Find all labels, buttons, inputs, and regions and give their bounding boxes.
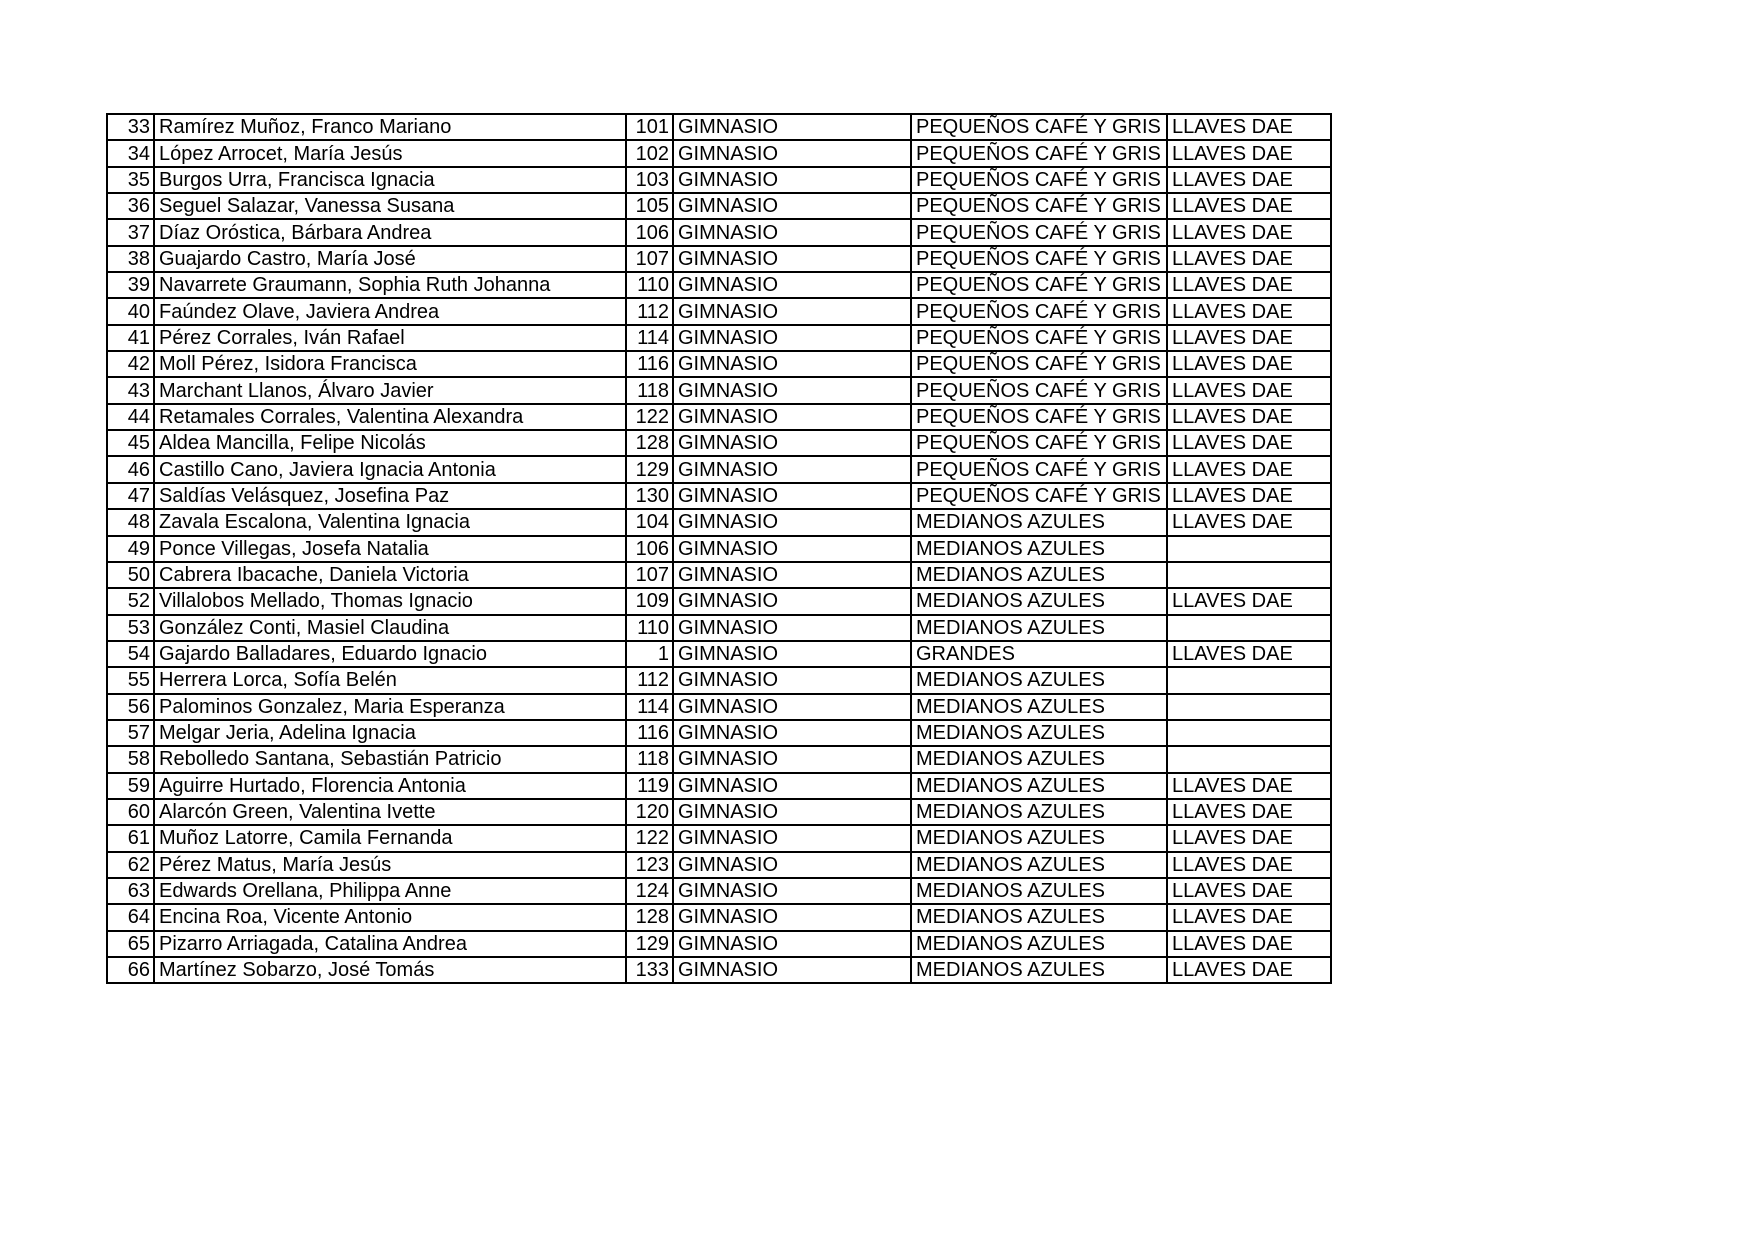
- location-cell: GIMNASIO: [673, 509, 911, 535]
- locker-size-cell: MEDIANOS AZULES: [911, 720, 1167, 746]
- location-cell: GIMNASIO: [673, 325, 911, 351]
- locker-number-cell: 101: [626, 114, 673, 140]
- locker-size-cell: GRANDES: [911, 641, 1167, 667]
- location-cell: GIMNASIO: [673, 272, 911, 298]
- location-cell: GIMNASIO: [673, 193, 911, 219]
- locker-size-cell: MEDIANOS AZULES: [911, 509, 1167, 535]
- locker-number-cell: 128: [626, 430, 673, 456]
- table-row: [107, 219, 1331, 245]
- keys-cell: [1167, 694, 1331, 720]
- row-number-cell: 37: [107, 219, 154, 245]
- table-row: [107, 246, 1331, 272]
- table-row: [107, 562, 1331, 588]
- locker-size-cell: PEQUEÑOS CAFÉ Y GRIS: [911, 140, 1167, 166]
- locker-number-cell: 110: [626, 272, 673, 298]
- location-cell: GIMNASIO: [673, 667, 911, 693]
- locker-size-cell: MEDIANOS AZULES: [911, 588, 1167, 614]
- location-cell: GIMNASIO: [673, 114, 911, 140]
- location-cell: GIMNASIO: [673, 957, 911, 983]
- locker-number-cell: 124: [626, 878, 673, 904]
- keys-cell: [1167, 667, 1331, 693]
- student-name-cell: Gajardo Balladares, Eduardo Ignacio: [154, 641, 626, 667]
- student-name-cell: Saldías Velásquez, Josefina Paz: [154, 483, 626, 509]
- keys-cell: LLAVES DAE: [1167, 852, 1331, 878]
- location-cell: GIMNASIO: [673, 615, 911, 641]
- student-name-cell: Herrera Lorca, Sofía Belén: [154, 667, 626, 693]
- locker-number-cell: 130: [626, 483, 673, 509]
- locker-size-cell: PEQUEÑOS CAFÉ Y GRIS: [911, 298, 1167, 324]
- keys-cell: LLAVES DAE: [1167, 219, 1331, 245]
- locker-size-cell: MEDIANOS AZULES: [911, 825, 1167, 851]
- student-name-cell: Burgos Urra, Francisca Ignacia: [154, 167, 626, 193]
- keys-cell: LLAVES DAE: [1167, 878, 1331, 904]
- keys-cell: LLAVES DAE: [1167, 377, 1331, 403]
- student-name-cell: Palominos Gonzalez, Maria Esperanza: [154, 694, 626, 720]
- locker-size-cell: MEDIANOS AZULES: [911, 667, 1167, 693]
- locker-size-cell: MEDIANOS AZULES: [911, 562, 1167, 588]
- locker-number-cell: 105: [626, 193, 673, 219]
- locker-number-cell: 106: [626, 219, 673, 245]
- locker-number-cell: 110: [626, 615, 673, 641]
- locker-size-cell: PEQUEÑOS CAFÉ Y GRIS: [911, 430, 1167, 456]
- locker-size-cell: PEQUEÑOS CAFÉ Y GRIS: [911, 167, 1167, 193]
- location-cell: GIMNASIO: [673, 799, 911, 825]
- row-number-cell: 42: [107, 351, 154, 377]
- locker-size-cell: PEQUEÑOS CAFÉ Y GRIS: [911, 325, 1167, 351]
- keys-cell: LLAVES DAE: [1167, 193, 1331, 219]
- locker-number-cell: 116: [626, 351, 673, 377]
- table-row: [107, 325, 1331, 351]
- table-body: [107, 114, 1331, 983]
- locker-number-cell: 112: [626, 667, 673, 693]
- table-row: [107, 799, 1331, 825]
- table-row: [107, 536, 1331, 562]
- student-name-cell: Aguirre Hurtado, Florencia Antonia: [154, 773, 626, 799]
- student-name-cell: Villalobos Mellado, Thomas Ignacio: [154, 588, 626, 614]
- student-name-cell: Faúndez Olave, Javiera Andrea: [154, 298, 626, 324]
- row-number-cell: 65: [107, 931, 154, 957]
- table-row: [107, 694, 1331, 720]
- location-cell: GIMNASIO: [673, 536, 911, 562]
- locker-number-cell: 106: [626, 536, 673, 562]
- row-number-cell: 66: [107, 957, 154, 983]
- locker-number-cell: 112: [626, 298, 673, 324]
- row-number-cell: 60: [107, 799, 154, 825]
- location-cell: GIMNASIO: [673, 351, 911, 377]
- table-row: [107, 720, 1331, 746]
- row-number-cell: 50: [107, 562, 154, 588]
- keys-cell: LLAVES DAE: [1167, 799, 1331, 825]
- table-row: [107, 904, 1331, 930]
- table-row: [107, 377, 1331, 403]
- locker-number-cell: 1: [626, 641, 673, 667]
- student-name-cell: Zavala Escalona, Valentina Ignacia: [154, 509, 626, 535]
- table-row: [107, 878, 1331, 904]
- row-number-cell: 61: [107, 825, 154, 851]
- keys-cell: [1167, 562, 1331, 588]
- location-cell: GIMNASIO: [673, 562, 911, 588]
- locker-size-cell: PEQUEÑOS CAFÉ Y GRIS: [911, 456, 1167, 482]
- location-cell: GIMNASIO: [673, 246, 911, 272]
- locker-size-cell: PEQUEÑOS CAFÉ Y GRIS: [911, 246, 1167, 272]
- row-number-cell: 59: [107, 773, 154, 799]
- row-number-cell: 52: [107, 588, 154, 614]
- student-name-cell: Castillo Cano, Javiera Ignacia Antonia: [154, 456, 626, 482]
- locker-size-cell: PEQUEÑOS CAFÉ Y GRIS: [911, 219, 1167, 245]
- location-cell: GIMNASIO: [673, 904, 911, 930]
- keys-cell: LLAVES DAE: [1167, 114, 1331, 140]
- location-cell: GIMNASIO: [673, 720, 911, 746]
- table-row: [107, 509, 1331, 535]
- row-number-cell: 35: [107, 167, 154, 193]
- row-number-cell: 55: [107, 667, 154, 693]
- student-name-cell: González Conti, Masiel Claudina: [154, 615, 626, 641]
- student-name-cell: Cabrera Ibacache, Daniela Victoria: [154, 562, 626, 588]
- locker-size-cell: PEQUEÑOS CAFÉ Y GRIS: [911, 193, 1167, 219]
- locker-size-cell: PEQUEÑOS CAFÉ Y GRIS: [911, 404, 1167, 430]
- student-name-cell: Muñoz Latorre, Camila Fernanda: [154, 825, 626, 851]
- table-row: [107, 773, 1331, 799]
- student-name-cell: Melgar Jeria, Adelina Ignacia: [154, 720, 626, 746]
- location-cell: GIMNASIO: [673, 878, 911, 904]
- table-row: [107, 114, 1331, 140]
- keys-cell: LLAVES DAE: [1167, 509, 1331, 535]
- keys-cell: LLAVES DAE: [1167, 430, 1331, 456]
- locker-number-cell: 118: [626, 377, 673, 403]
- keys-cell: LLAVES DAE: [1167, 904, 1331, 930]
- location-cell: GIMNASIO: [673, 456, 911, 482]
- table-row: [107, 351, 1331, 377]
- student-name-cell: Guajardo Castro, María José: [154, 246, 626, 272]
- keys-cell: LLAVES DAE: [1167, 641, 1331, 667]
- row-number-cell: 62: [107, 852, 154, 878]
- table-row: [107, 456, 1331, 482]
- locker-size-cell: PEQUEÑOS CAFÉ Y GRIS: [911, 114, 1167, 140]
- locker-number-cell: 102: [626, 140, 673, 166]
- keys-cell: LLAVES DAE: [1167, 167, 1331, 193]
- locker-size-cell: MEDIANOS AZULES: [911, 904, 1167, 930]
- locker-number-cell: 107: [626, 562, 673, 588]
- student-name-cell: Retamales Corrales, Valentina Alexandra: [154, 404, 626, 430]
- keys-cell: LLAVES DAE: [1167, 325, 1331, 351]
- location-cell: GIMNASIO: [673, 430, 911, 456]
- keys-cell: LLAVES DAE: [1167, 272, 1331, 298]
- student-name-cell: Pérez Matus, María Jesús: [154, 852, 626, 878]
- locker-size-cell: PEQUEÑOS CAFÉ Y GRIS: [911, 272, 1167, 298]
- student-name-cell: Moll Pérez, Isidora Francisca: [154, 351, 626, 377]
- table-row: [107, 193, 1331, 219]
- location-cell: GIMNASIO: [673, 773, 911, 799]
- locker-number-cell: 107: [626, 246, 673, 272]
- row-number-cell: 44: [107, 404, 154, 430]
- table-row: [107, 483, 1331, 509]
- locker-number-cell: 103: [626, 167, 673, 193]
- student-name-cell: Marchant Llanos, Álvaro Javier: [154, 377, 626, 403]
- table-row: [107, 615, 1331, 641]
- student-name-cell: Martínez Sobarzo, José Tomás: [154, 957, 626, 983]
- keys-cell: LLAVES DAE: [1167, 246, 1331, 272]
- location-cell: GIMNASIO: [673, 483, 911, 509]
- locker-number-cell: 128: [626, 904, 673, 930]
- location-cell: GIMNASIO: [673, 404, 911, 430]
- location-cell: GIMNASIO: [673, 140, 911, 166]
- location-cell: GIMNASIO: [673, 694, 911, 720]
- location-cell: GIMNASIO: [673, 931, 911, 957]
- keys-cell: [1167, 720, 1331, 746]
- locker-size-cell: MEDIANOS AZULES: [911, 799, 1167, 825]
- keys-cell: LLAVES DAE: [1167, 957, 1331, 983]
- row-number-cell: 36: [107, 193, 154, 219]
- row-number-cell: 46: [107, 456, 154, 482]
- location-cell: GIMNASIO: [673, 746, 911, 772]
- student-name-cell: López Arrocet, María Jesús: [154, 140, 626, 166]
- location-cell: GIMNASIO: [673, 167, 911, 193]
- row-number-cell: 53: [107, 615, 154, 641]
- keys-cell: LLAVES DAE: [1167, 588, 1331, 614]
- locker-number-cell: 133: [626, 957, 673, 983]
- location-cell: GIMNASIO: [673, 219, 911, 245]
- row-number-cell: 43: [107, 377, 154, 403]
- student-name-cell: Rebolledo Santana, Sebastián Patricio: [154, 746, 626, 772]
- locker-number-cell: 104: [626, 509, 673, 535]
- locker-number-cell: 122: [626, 825, 673, 851]
- row-number-cell: 38: [107, 246, 154, 272]
- row-number-cell: 56: [107, 694, 154, 720]
- student-name-cell: Ponce Villegas, Josefa Natalia: [154, 536, 626, 562]
- row-number-cell: 57: [107, 720, 154, 746]
- table-row: [107, 140, 1331, 166]
- row-number-cell: 41: [107, 325, 154, 351]
- locker-size-cell: PEQUEÑOS CAFÉ Y GRIS: [911, 483, 1167, 509]
- keys-cell: LLAVES DAE: [1167, 773, 1331, 799]
- locker-number-cell: 119: [626, 773, 673, 799]
- location-cell: GIMNASIO: [673, 641, 911, 667]
- student-name-cell: Encina Roa, Vicente Antonio: [154, 904, 626, 930]
- row-number-cell: 33: [107, 114, 154, 140]
- keys-cell: LLAVES DAE: [1167, 483, 1331, 509]
- table-row: [107, 957, 1331, 983]
- table-row: [107, 272, 1331, 298]
- row-number-cell: 64: [107, 904, 154, 930]
- table-row: [107, 641, 1331, 667]
- locker-size-cell: PEQUEÑOS CAFÉ Y GRIS: [911, 351, 1167, 377]
- table-row: [107, 931, 1331, 957]
- keys-cell: LLAVES DAE: [1167, 456, 1331, 482]
- locker-number-cell: 109: [626, 588, 673, 614]
- locker-number-cell: 118: [626, 746, 673, 772]
- table-row: [107, 298, 1331, 324]
- location-cell: GIMNASIO: [673, 852, 911, 878]
- keys-cell: LLAVES DAE: [1167, 825, 1331, 851]
- table-row: [107, 588, 1331, 614]
- locker-number-cell: 129: [626, 931, 673, 957]
- student-name-cell: Díaz Oróstica, Bárbara Andrea: [154, 219, 626, 245]
- locker-size-cell: MEDIANOS AZULES: [911, 931, 1167, 957]
- locker-size-cell: MEDIANOS AZULES: [911, 773, 1167, 799]
- locker-size-cell: MEDIANOS AZULES: [911, 852, 1167, 878]
- row-number-cell: 63: [107, 878, 154, 904]
- locker-number-cell: 122: [626, 404, 673, 430]
- row-number-cell: 49: [107, 536, 154, 562]
- location-cell: GIMNASIO: [673, 588, 911, 614]
- row-number-cell: 34: [107, 140, 154, 166]
- table-row: [107, 667, 1331, 693]
- keys-cell: LLAVES DAE: [1167, 404, 1331, 430]
- locker-size-cell: MEDIANOS AZULES: [911, 878, 1167, 904]
- locker-assignment-table: [106, 113, 1332, 984]
- row-number-cell: 40: [107, 298, 154, 324]
- keys-cell: LLAVES DAE: [1167, 298, 1331, 324]
- location-cell: GIMNASIO: [673, 298, 911, 324]
- locker-number-cell: 129: [626, 456, 673, 482]
- student-name-cell: Navarrete Graumann, Sophia Ruth Johanna: [154, 272, 626, 298]
- locker-number-cell: 114: [626, 325, 673, 351]
- student-name-cell: Edwards Orellana, Philippa Anne: [154, 878, 626, 904]
- locker-size-cell: MEDIANOS AZULES: [911, 957, 1167, 983]
- table-row: [107, 167, 1331, 193]
- student-name-cell: Alarcón Green, Valentina Ivette: [154, 799, 626, 825]
- table-row: [107, 746, 1331, 772]
- table-row: [107, 825, 1331, 851]
- row-number-cell: 47: [107, 483, 154, 509]
- row-number-cell: 39: [107, 272, 154, 298]
- keys-cell: [1167, 615, 1331, 641]
- keys-cell: LLAVES DAE: [1167, 351, 1331, 377]
- row-number-cell: 54: [107, 641, 154, 667]
- location-cell: GIMNASIO: [673, 377, 911, 403]
- row-number-cell: 58: [107, 746, 154, 772]
- student-name-cell: Seguel Salazar, Vanessa Susana: [154, 193, 626, 219]
- locker-number-cell: 114: [626, 694, 673, 720]
- table-row: [107, 404, 1331, 430]
- locker-size-cell: MEDIANOS AZULES: [911, 615, 1167, 641]
- row-number-cell: 45: [107, 430, 154, 456]
- student-name-cell: Ramírez Muñoz, Franco Mariano: [154, 114, 626, 140]
- student-name-cell: Pizarro Arriagada, Catalina Andrea: [154, 931, 626, 957]
- locker-number-cell: 116: [626, 720, 673, 746]
- keys-cell: LLAVES DAE: [1167, 931, 1331, 957]
- locker-size-cell: PEQUEÑOS CAFÉ Y GRIS: [911, 377, 1167, 403]
- locker-size-cell: MEDIANOS AZULES: [911, 536, 1167, 562]
- table-row: [107, 852, 1331, 878]
- keys-cell: [1167, 746, 1331, 772]
- row-number-cell: 48: [107, 509, 154, 535]
- locker-number-cell: 120: [626, 799, 673, 825]
- locker-size-cell: MEDIANOS AZULES: [911, 694, 1167, 720]
- table-row: [107, 430, 1331, 456]
- student-name-cell: Aldea Mancilla, Felipe Nicolás: [154, 430, 626, 456]
- locker-size-cell: MEDIANOS AZULES: [911, 746, 1167, 772]
- keys-cell: [1167, 536, 1331, 562]
- locker-number-cell: 123: [626, 852, 673, 878]
- location-cell: GIMNASIO: [673, 825, 911, 851]
- keys-cell: LLAVES DAE: [1167, 140, 1331, 166]
- student-name-cell: Pérez Corrales, Iván Rafael: [154, 325, 626, 351]
